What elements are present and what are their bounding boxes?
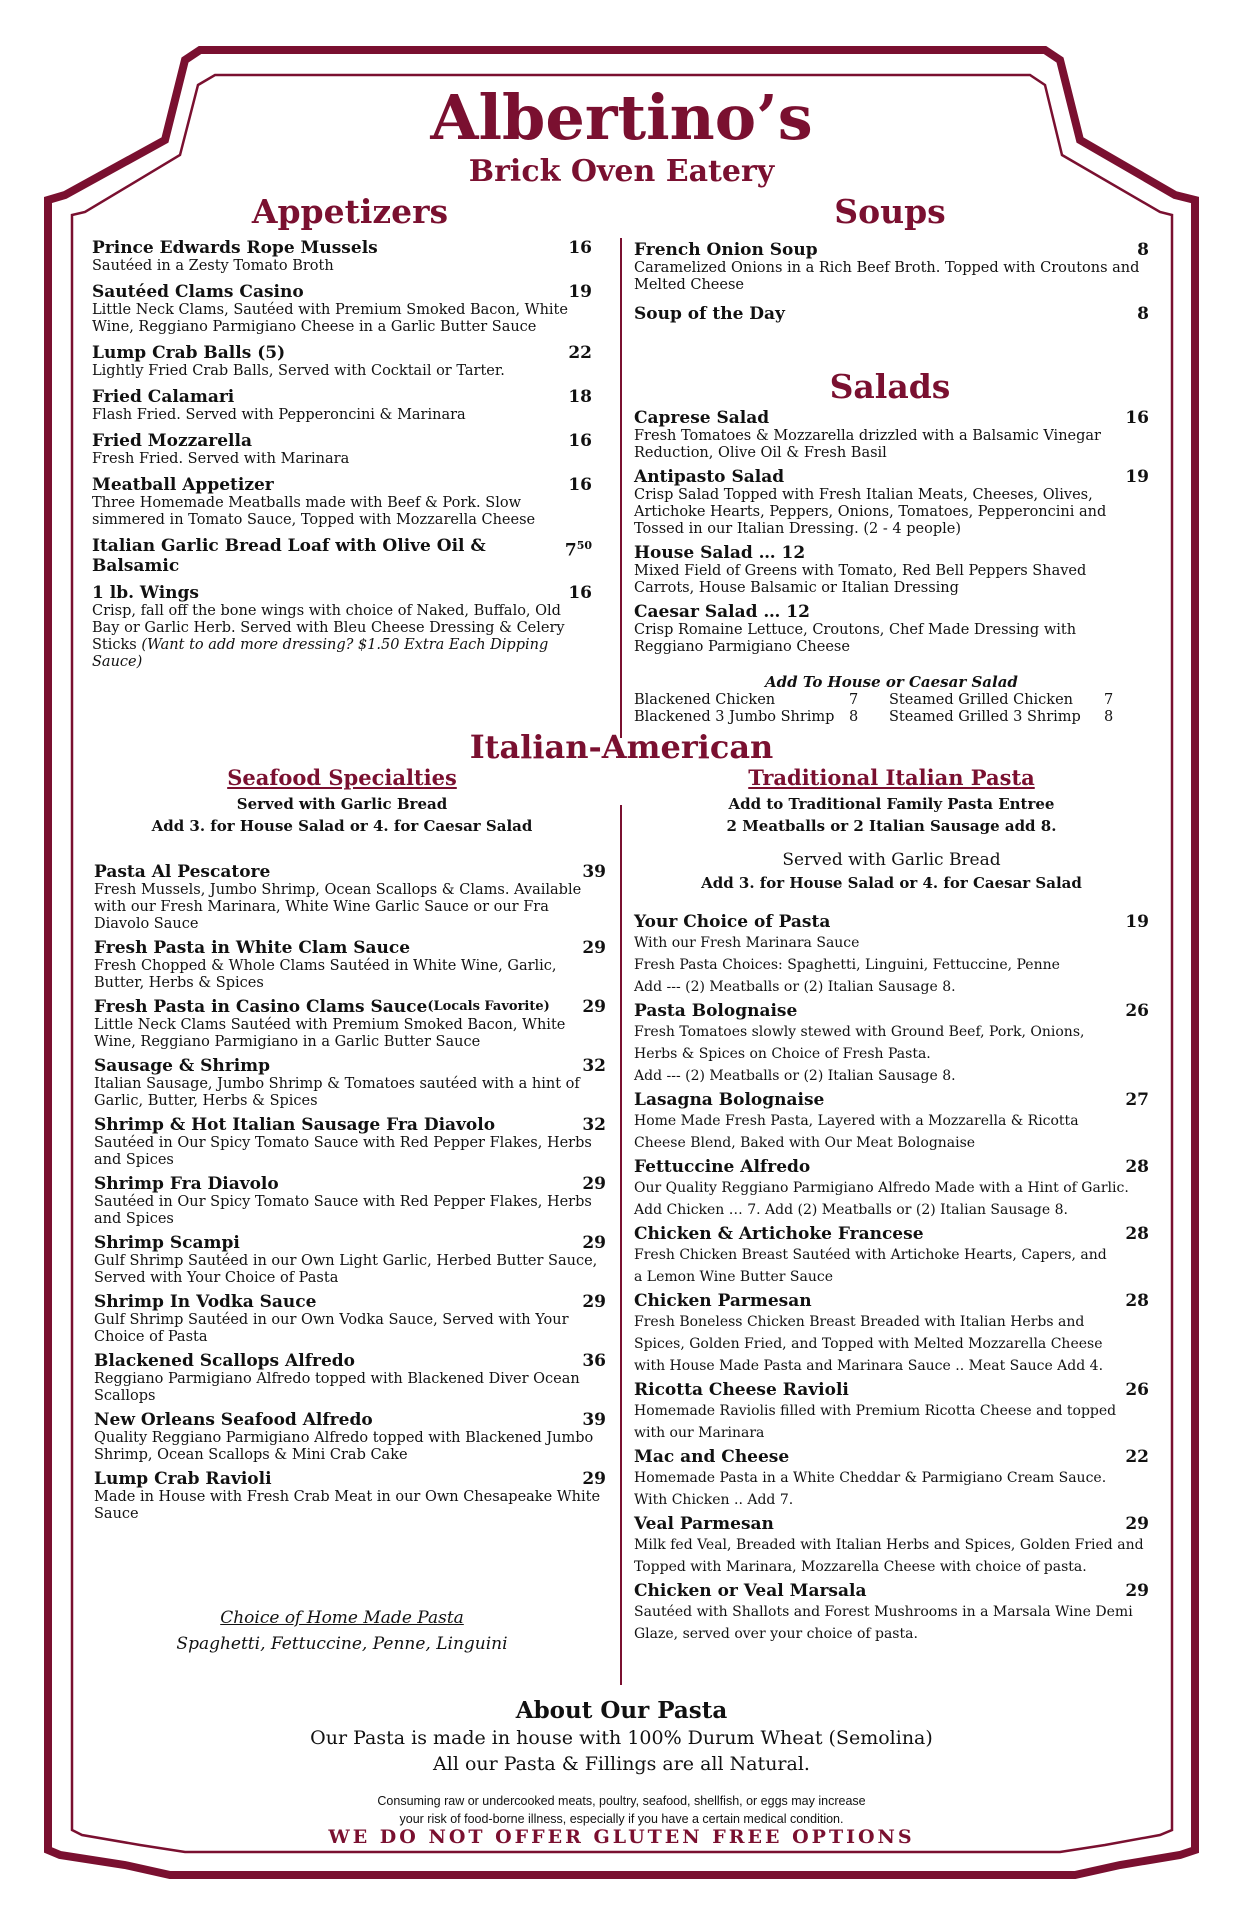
menu-item-desc-line: Topped with Marinara, Mozzarella Cheese with choice of pasta. [634,1559,1087,1575]
menu-item-header [634,543,1149,563]
menu-item-price: 32 [582,1115,606,1135]
menu-item-desc [94,1371,606,1405]
menu-item-desc [94,958,606,992]
menu-item [92,387,592,424]
menu-item-name: Pasta Bolognaise [634,1001,798,1021]
menu-item-price-wrap [1125,1001,1149,1021]
menu-item-name: Chicken or Veal Marsala [634,1581,867,1601]
pasta-choice-list: Spaghetti, Fettuccine, Penne, Linguini [176,1634,508,1654]
menu-item-name: New Orleans Seafood Alfredo [94,1410,373,1430]
menu-item-price-wrap [1125,1514,1149,1534]
food-warning-line-1: Consuming raw or undercooked meats, poultry, seafood, shellfish, or eggs may increase [377,1794,866,1808]
menu-item-price: 29 [582,1292,606,1312]
salad-addons-table [634,692,1149,726]
menu-item-price-wrap [568,343,592,363]
menu-item [634,1447,1149,1511]
menu-item-desc-line: Fresh Chicken Breast Sautéed with Artichoke Hearts, Capers, and [634,1247,1107,1263]
menu-item-name: Italian Garlic Bread Loaf with Olive Oil & Balsamic [92,536,486,576]
menu-item-desc [92,302,592,336]
menu-item-price-wrap [582,1292,606,1312]
menu-item-header [92,387,592,407]
menu-item-desc [94,1489,606,1523]
menu-item-tag: (Locals Favorite) [427,999,550,1014]
menu-item-desc [94,1253,606,1287]
menu-item [92,536,592,576]
menu-item-price-wrap [1125,408,1149,428]
menu-item-price-wrap [1137,240,1149,260]
menu-item-desc-line: With Chicken .. Add 7. [634,1492,794,1508]
menu-item-price: 19 [1125,912,1149,932]
menu-item-price: 29 [582,1469,606,1489]
menu-item-name: Your Choice of Pasta [634,912,831,932]
menu-item [634,912,1149,998]
traditional-sub-1: Add to Traditional Family Pasta Entree [728,795,1055,813]
seafood-sub-1: Served with Garlic Bread [236,795,448,813]
menu-item [92,343,592,380]
menu-item-desc-text: Reggiano Parmigiano Alfredo topped with Blackened Diver Ocean Scallops [94,1371,580,1404]
menu-item-price-wrap [582,1174,606,1194]
menu-item-desc-line: Add Chicken … 7. Add (2) Meatballs or (2) Italian Sausage 8. [634,1202,1068,1218]
menu-item-desc-text: Fresh Fried. Served with Marinara [92,451,350,467]
menu-item-price-wrap [565,536,592,576]
menu-item-desc-text: Fresh Mussels, Jumbo Shrimp, Ocean Scallops & Clams. Available with our Fresh Marinara, White Wine Garlic Sauce or our Fra Diavolo Sauce [94,882,582,932]
menu-item-price-wrap [1125,1090,1149,1110]
menu-item-name: Shrimp Scampi [94,1233,240,1253]
menu-item-desc [94,1312,606,1346]
menu-item-price-wrap [1125,1224,1149,1244]
menu-item-desc-text: Italian Sausage, Jumbo Shrimp & Tomatoes sautéed with a hint of Garlic, Butter, Herbs & Spices [94,1076,580,1109]
menu-item [634,304,1149,324]
menu-item-name: Shrimp & Hot Italian Sausage Fra Diavolo [94,1115,496,1135]
about-line-1: Our Pasta is made in house with 100% Durum Wheat (Semolina) [310,1727,933,1749]
menu-item-name: Veal Parmesan [634,1514,774,1534]
menu-item [634,408,1149,462]
menu-item-price-wrap [582,938,606,958]
menu-item-header [94,1469,606,1489]
menu-item-price: 8 [1137,240,1149,260]
menu-item [92,475,592,529]
menu-item-header [634,240,1149,260]
menu-item-desc-line: Sautéed with Shallots and Forest Mushrooms in a Marsala Wine Demi [634,1604,1133,1620]
addon-price: 7 [1104,692,1114,708]
menu-item-desc [634,487,1149,538]
menu-item-desc-line: Fresh Boneless Chicken Breast Breaded with Italian Herbs and [634,1314,1085,1330]
menu-item-desc-text: Caramelized Onions in a Rich Beef Broth. Topped with Croutons and Melted Cheese [634,260,1140,293]
menu-item-price-wrap [1137,304,1149,324]
menu-item-price-wrap [582,1115,606,1135]
menu-item-header [634,1157,1149,1177]
menu-item-desc-line: Add --- (2) Meatballs or (2) Italian Sausage 8. [634,1068,956,1084]
menu-item-header [94,1174,606,1194]
menu-item-desc-text: Crisp, fall off the bone wings with choice of Naked, Buffalo, Old Bay or Garlic Herb. Served with Bleu Cheese Dressing & Celery Sticks [92,603,565,653]
menu-item-desc-line: With our Fresh Marinara Sauce [634,935,860,951]
menu-item-desc [94,1194,606,1228]
menu-item-price-wrap [582,862,606,882]
menu-item-desc-line: Spices, Golden Fried, and Topped with Melted Mozzarella Cheese [634,1336,1103,1352]
menu-item-price-wrap [1125,1157,1149,1177]
menu-item-header [94,1115,606,1135]
menu-item-price-wrap [568,282,592,302]
menu-item-header [92,536,592,576]
menu-item-name: Fried Mozzarella [92,431,252,451]
menu-item-price-wrap [1125,1291,1149,1311]
menu-item-price-wrap [582,1233,606,1253]
menu-item-header [634,1514,1149,1534]
menu-item-header [92,583,592,603]
menu-item-desc-text: Sautéed in Our Spicy Tomato Sauce with Red Pepper Flakes, Herbs and Spices [94,1135,592,1168]
menu-item [94,938,606,992]
menu-item [94,1233,606,1287]
menu-item-desc-text: Quality Reggiano Parmigiano Alfredo topped with Blackened Jumbo Shrimp, Ocean Scallops & Mini Crab Cake [94,1430,594,1463]
menu-item-header [94,997,606,1017]
menu-item [92,282,592,336]
menu-item-desc [634,563,1149,597]
soups-title: Soups [834,192,946,231]
menu-item-name: Sausage & Shrimp [94,1056,271,1076]
menu-item-price-wrap [582,1351,606,1371]
menu-item-header [94,938,606,958]
menu-item-desc-line: Cheese Blend, Baked with Our Meat Bolognaise [634,1135,976,1151]
menu-item-header [92,475,592,495]
appetizers-title: Appetizers [251,192,449,231]
menu-item-price: 16 [568,431,592,451]
menu-item-note: (Want to add more dressing? $1.50 Extra Each Dipping Sauce) [92,637,549,670]
menu-item-price: 39 [582,862,606,882]
menu-item-header [634,1581,1149,1601]
menu-item-desc-text: Fresh Tomatoes & Mozzarella drizzled with a Balsamic Vinegar Reduction, Olive Oil & Fresh Basil [634,428,1101,461]
menu-item-desc [634,622,1149,656]
menu-item-price: 29 [582,997,606,1017]
menu-item-desc-line: Homemade Pasta in a White Cheddar & Parmigiano Cream Sauce. [634,1470,1107,1486]
menu-item-header [634,1224,1149,1244]
menu-item-desc [634,260,1149,294]
menu-item-desc-line: Milk fed Veal, Breaded with Italian Herbs and Spices, Golden Fried and [634,1537,1144,1553]
menu-item-desc-line: Our Quality Reggiano Parmigiano Alfredo Made with a Hint of Garlic. [634,1180,1129,1196]
menu-item [634,240,1149,294]
menu-item-desc-text: Lightly Fried Crab Balls, Served with Cocktail or Tarter. [92,363,505,379]
menu-item [634,1001,1149,1087]
menu-item-price: 32 [582,1056,606,1076]
food-warning-line-2: your risk of food-borne illness, especially if you have a certain medical condition. [399,1812,844,1826]
appetizers-list [92,238,592,678]
menu-item-desc-line: Add --- (2) Meatballs or (2) Italian Sausage 8. [634,979,956,995]
menu-item-name: Pasta Al Pescatore [94,862,271,882]
menu-item-price: 27 [1125,1090,1149,1110]
menu-item-name: Lump Crab Ravioli [94,1469,272,1489]
menu-item [94,1351,606,1405]
seafood-list [94,862,606,1528]
addon-name: Blackened Chicken [634,692,776,708]
menu-item-price: 7 [564,540,577,561]
menu-item-price-wrap [1125,1447,1149,1467]
menu-item-header [92,343,592,363]
menu-item-desc-text: Sautéed in a Zesty Tomato Broth [92,258,334,274]
menu-item-price: 29 [582,938,606,958]
menu-item-desc-line: Home Made Fresh Pasta, Layered with a Mozzarella & Ricotta [634,1113,1079,1129]
addon-price: 7 [849,692,859,708]
menu-item-desc [92,407,592,424]
menu-item-header [634,1447,1149,1467]
addon-name: Steamed Grilled 3 Shrimp [889,709,1081,725]
menu-item-name: Antipasto Salad [634,467,785,487]
menu-item-desc-line: a Lemon Wine Butter Sauce [634,1269,833,1285]
menu-item-header [634,467,1149,487]
menu-item-price-wrap [582,1056,606,1076]
menu-item-desc-text: Three Homemade Meatballs made with Beef & Pork. Slow simmered in Tomato Sauce, Topped with Mozzarella Cheese [92,495,536,528]
seafood-sub-2: Add 3. for House Salad or 4. for Caesar Salad [151,817,533,835]
menu-item-desc [94,1430,606,1464]
menu-item-price: 16 [568,238,592,258]
menu-item [634,1224,1149,1288]
menu-item-price: 28 [1125,1291,1149,1311]
restaurant-name: Albertino’s [430,81,813,154]
menu-item-desc [634,428,1149,462]
menu-item-name: French Onion Soup [634,240,818,260]
menu-item [634,1090,1149,1154]
about-title: About Our Pasta [515,1697,728,1724]
menu-item-header [634,1090,1149,1110]
menu-item-name: Shrimp Fra Diavolo [94,1174,279,1194]
menu-item-price: 26 [1125,1380,1149,1400]
menu-item-name: 1 lb. Wings [92,583,199,603]
menu-item-desc-text: Little Neck Clams Sautéed with Premium Smoked Bacon, White Wine, Reggiano Parmigiano in a Garlic Butter Sauce [94,1017,566,1050]
restaurant-tagline: Brick Oven Eatery [468,154,775,189]
menu-item-price-wrap [568,238,592,258]
menu-item-price: 19 [568,282,592,302]
menu-item-name: Fettuccine Alfredo [634,1157,811,1177]
menu-item-desc-text: Crisp Romaine Lettuce, Croutons, Chef Made Dressing with Reggiano Parmigiano Cheese [634,622,1077,655]
menu-item-header [634,1001,1149,1021]
menu-item-name: Sautéed Clams Casino [92,282,304,302]
menu-item-name: House Salad … 12 [634,543,806,563]
menu-item [94,1410,606,1464]
salads-title: Salads [829,367,951,406]
italian-american-title: Italian-American [469,728,774,766]
menu-item-desc [92,258,592,275]
menu-item-price-wrap [568,387,592,407]
menu-item-name: Chicken Parmesan [634,1291,812,1311]
menu-item-name: Caprese Salad [634,408,770,428]
menu-item-price: 16 [568,583,592,603]
menu-item [634,1514,1149,1578]
salad-addons-title: Add To House or Caesar Salad [765,673,1018,691]
menu-item-desc-line: with House Made Pasta and Marinara Sauce .. Meat Sauce Add 4. [634,1358,1104,1374]
pasta-choice-title: Choice of Home Made Pasta [220,1608,464,1628]
menu-item-header [94,1351,606,1371]
menu-item-price-wrap [582,1469,606,1489]
menu-item [634,1291,1149,1377]
menu-item-name: Shrimp In Vodka Sauce [94,1292,317,1312]
menu-item [634,602,1149,656]
traditional-list [634,912,1149,1648]
menu-item-price: 29 [1125,1514,1149,1534]
menu-item-price-wrap [582,1410,606,1430]
menu-item-price-wrap [1125,1581,1149,1601]
menu-item-header [94,1056,606,1076]
addon-name: Blackened 3 Jumbo Shrimp [634,709,835,725]
menu-item-header [634,602,1149,622]
addon-price: 8 [849,709,859,725]
menu-item-desc [94,1076,606,1110]
addon-price: 8 [1104,709,1114,725]
menu-item-header [634,912,1149,932]
menu-item-price: 19 [1125,467,1149,487]
menu-item-header [634,304,1149,324]
about-line-2: All our Pasta & Fillings are all Natural. [433,1753,810,1775]
salads-list [634,408,1149,661]
menu-item-desc-text: Made in House with Fresh Crab Meat in our Own Chesapeake White Sauce [94,1489,601,1522]
menu-item-desc-text: Little Neck Clams, Sautéed with Premium Smoked Bacon, White Wine, Reggiano Parmigiano Cheese in a Garlic Butter Sauce [92,302,568,335]
menu-item [94,862,606,933]
menu-item-price-cents: 50 [576,539,592,552]
menu-item-price: 29 [1125,1581,1149,1601]
menu-item-desc-text: Flash Fried. Served with Pepperoncini & Marinara [92,407,466,423]
menu-item [634,543,1149,597]
menu-item [94,1174,606,1228]
traditional-title: Traditional Italian Pasta [748,765,1035,790]
menu-item-name: Lump Crab Balls (5) [92,343,286,363]
menu-item-price: 22 [1125,1447,1149,1467]
menu-item-desc [94,882,606,933]
menu-item-header [634,1291,1149,1311]
seafood-title: Seafood Specialties [227,765,457,790]
menu-item-price: 36 [582,1351,606,1371]
menu-item-header [92,238,592,258]
menu-item-price: 8 [1137,304,1149,324]
menu-item [634,1581,1149,1645]
column-divider-lower [620,805,622,1685]
menu-item-price: 26 [1125,1001,1149,1021]
menu-item-desc-line: with our Marinara [634,1425,765,1441]
menu-item-name: Prince Edwards Rope Mussels [92,238,378,258]
menu-item [634,1157,1149,1221]
menu-item-price: 16 [1125,408,1149,428]
menu-item-desc-text: Mixed Field of Greens with Tomato, Red Bell Peppers Shaved Carrots, House Balsamic or Italian Dressing [634,563,1087,596]
menu-item-name: Soup of the Day [634,304,785,324]
menu-item [94,1292,606,1346]
menu-item-header [92,431,592,451]
menu-item-desc [92,451,592,468]
menu-item-name: Fresh Pasta in Casino Clams Sauce [94,997,428,1017]
menu-item-desc [92,363,592,380]
menu-item [94,1115,606,1169]
menu-item-header [634,1380,1149,1400]
menu-item-desc [92,603,592,671]
menu-item [92,431,592,468]
menu-item-price: 39 [582,1410,606,1430]
menu-item [92,583,592,671]
menu-item-name: Meatball Appetizer [92,475,274,495]
menu-item-header [94,1233,606,1253]
soups-list [634,240,1149,334]
menu-item-desc-text: Sautéed in Our Spicy Tomato Sauce with Red Pepper Flakes, Herbs and Spices [94,1194,592,1227]
menu-item-desc-text: Fresh Chopped & Whole Clams Sautéed in White Wine, Garlic, Butter, Herbs & Spices [94,958,557,991]
menu-item-name: Fresh Pasta in White Clam Sauce [94,938,411,958]
menu-item [634,467,1149,538]
menu-item-name: Chicken & Artichoke Francese [634,1224,924,1244]
menu-item-price-wrap [1125,1380,1149,1400]
menu-item-price: 29 [582,1233,606,1253]
menu-item-name: Ricotta Cheese Ravioli [634,1380,849,1400]
menu-item [94,1469,606,1523]
gluten-free-notice: WE DO NOT OFFER GLUTEN FREE OPTIONS [328,1826,915,1848]
menu-item-price: 16 [568,475,592,495]
menu-item-name: Lasagna Bolognaise [634,1090,825,1110]
menu-item-desc [92,495,592,529]
menu-item-price-wrap [1125,912,1149,932]
menu-item-desc-text: Gulf Shrimp Sautéed in our Own Vodka Sauce, Served with Your Choice of Pasta [94,1312,569,1345]
menu-item-name: Mac and Cheese [634,1447,790,1467]
menu-item-desc [94,1017,606,1051]
traditional-sub-4: Add 3. for House Salad or 4. for Caesar Salad [701,874,1082,892]
menu-item [634,1380,1149,1444]
menu-item [94,1056,606,1110]
traditional-sub-3: Served with Garlic Bread [782,850,1001,870]
menu-item-price: 22 [568,343,592,363]
menu-item-header [92,282,592,302]
menu-item-header [94,862,606,882]
menu-item-price-wrap [1125,467,1149,487]
menu-item-desc-line: Herbs & Spices on Choice of Fresh Pasta. [634,1046,931,1062]
menu-item-header [94,1410,606,1430]
menu-item-price-wrap [568,583,592,603]
menu-item-price-wrap [582,997,606,1017]
menu-item [94,997,606,1051]
menu-item-name: Caesar Salad … 12 [634,602,810,622]
menu-item-desc-line: Glaze, served over your choice of pasta. [634,1626,918,1642]
menu-item-desc-line: Fresh Pasta Choices: Spaghetti, Linguini, Fettuccine, Penne [634,957,1060,973]
menu-item-desc-line: Fresh Tomatoes slowly stewed with Ground Beef, Pork, Onions, [634,1024,1085,1040]
menu-item-price: 29 [582,1174,606,1194]
menu-item-desc-text: Gulf Shrimp Sautéed in our Own Light Garlic, Herbed Butter Sauce, Served with Your Choice of Pasta [94,1253,598,1286]
column-divider-upper [620,238,622,738]
menu-item [92,238,592,275]
menu-item-price: 28 [1125,1224,1149,1244]
menu-item-header [94,1292,606,1312]
addon-name: Steamed Grilled Chicken [889,692,1074,708]
menu-item-desc-line: Homemade Raviolis filled with Premium Ricotta Cheese and topped [634,1403,1117,1419]
menu-item-desc-text: Crisp Salad Topped with Fresh Italian Meats, Cheeses, Olives, Artichoke Hearts, Peppers, Onions, Tomatoes, Pepperoncini and Tossed in our Italian Dressing. (2 - 4 people) [634,487,1107,537]
menu-item-header [634,408,1149,428]
menu-item-desc [94,1135,606,1169]
menu-item-name: Blackened Scallops Alfredo [94,1351,356,1371]
menu-item-price: 28 [1125,1157,1149,1177]
menu-item-name: Fried Calamari [92,387,235,407]
menu-item-price: 18 [568,387,592,407]
traditional-sub-2: 2 Meatballs or 2 Italian Sausage add 8. [726,817,1057,835]
menu-item-price-wrap [568,431,592,451]
menu-item-price-wrap [568,475,592,495]
